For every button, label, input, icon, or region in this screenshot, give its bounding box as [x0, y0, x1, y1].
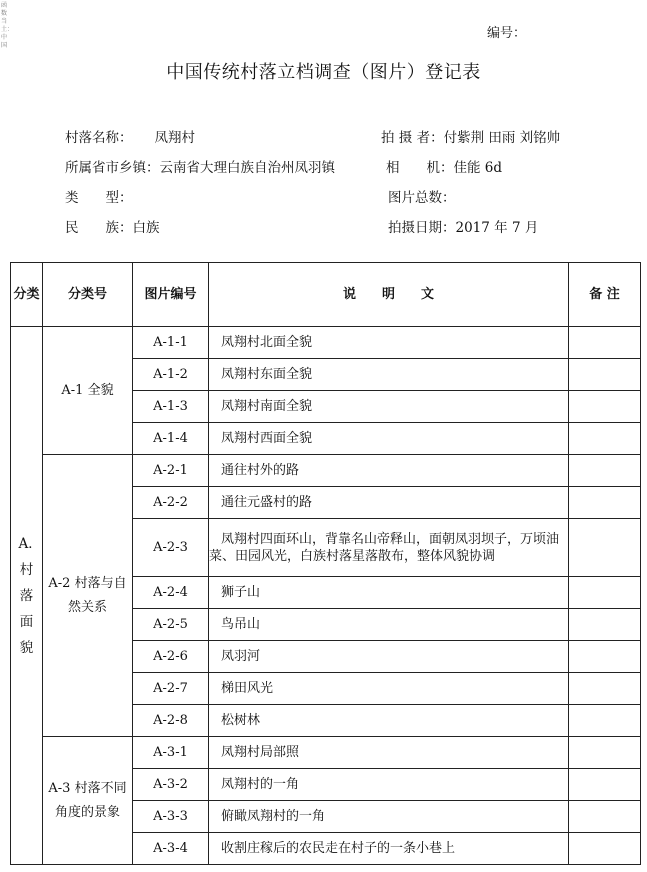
photo-description: 松树林 — [221, 713, 261, 728]
group-a3-cell — [43, 737, 133, 865]
table-header-row — [11, 263, 641, 327]
group-a1-cell — [43, 327, 133, 455]
photographer-value: 付紫荆 田雨 刘铭帅 — [443, 130, 561, 146]
photo-description: 凤翔村南面全貌 — [221, 399, 313, 414]
header-description: 说 明 文 — [209, 263, 569, 327]
photo-id: A-3-1 — [133, 737, 209, 769]
table-row — [11, 327, 641, 359]
remark-cell — [569, 455, 641, 487]
camera-value: 佳能 6d — [453, 160, 503, 176]
photo-id: A-3-4 — [133, 833, 209, 865]
total-photos-label: 图片总数： — [388, 190, 456, 206]
remark-cell — [569, 327, 641, 359]
header-remark: 备 注 — [569, 263, 641, 327]
photo-id: A-2-6 — [133, 641, 209, 673]
photo-id: A-2-4 — [133, 577, 209, 609]
remark-cell — [569, 673, 641, 705]
photo-id: A-2-5 — [133, 609, 209, 641]
remark-cell — [569, 769, 641, 801]
region-value: 云南省大理白族自治州凤羽镇 — [159, 160, 335, 176]
photo-description: 通往元盛村的路 — [221, 495, 313, 510]
header-photo-number: 图片编号 — [133, 263, 209, 327]
photo-id: A-2-1 — [133, 455, 209, 487]
photo-description: 凤翔村西面全貌 — [221, 431, 313, 446]
date-value: 2017 年 7 月 — [455, 220, 539, 236]
photo-description: 凤羽河 — [221, 649, 261, 664]
photo-description: 通往村外的路 — [221, 463, 300, 478]
margin-note: 函数 当土：中国 — [1, 2, 14, 49]
region-field — [65, 156, 335, 176]
remark-cell — [569, 641, 641, 673]
camera-field — [386, 156, 502, 176]
document-title: 中国传统村落立档调查（图片）登记表 — [166, 62, 481, 83]
ethnic-label: 民 族： — [65, 220, 133, 236]
photo-description: 俯瞰凤翔村的一角 — [221, 809, 326, 824]
photo-description: 凤翔村局部照 — [221, 745, 300, 760]
photo-register-table — [10, 262, 641, 865]
type-field — [65, 186, 133, 206]
village-name-field — [65, 126, 195, 146]
photo-id: A-1-2 — [133, 359, 209, 391]
photographer-label: 拍 摄 者： — [381, 130, 444, 146]
photo-id: A-2-3 — [133, 519, 209, 577]
remark-cell — [569, 705, 641, 737]
date-label: 拍摄日期： — [388, 220, 456, 236]
camera-label: 相 机： — [386, 160, 454, 176]
group-name: A-3 村落不同角度的景象 — [48, 780, 127, 820]
photographer-field — [381, 126, 560, 146]
remark-cell — [569, 487, 641, 519]
remark-cell — [569, 609, 641, 641]
photo-description: 凤翔村北面全貌 — [221, 335, 313, 350]
group-a2-cell — [43, 455, 133, 737]
photo-id: A-1-3 — [133, 391, 209, 423]
remark-cell — [569, 423, 641, 455]
category-main: A．村落面貌 — [18, 535, 42, 656]
type-label: 类 型： — [65, 190, 133, 206]
photo-description: 梯田风光 — [221, 681, 274, 696]
village-name-value: 凤翔村 — [154, 130, 195, 146]
photo-id: A-1-1 — [133, 327, 209, 359]
ethnic-field — [65, 216, 160, 236]
header-sub-number: 分类号 — [43, 263, 133, 327]
ethnic-value: 白族 — [132, 220, 160, 236]
total-photos-field — [388, 186, 456, 206]
header-category: 分类 — [11, 263, 43, 327]
village-name-label: 村落名称： — [65, 130, 133, 146]
group-name: A-2 村落与自然关系 — [48, 575, 127, 615]
photo-id: A-2-2 — [133, 487, 209, 519]
remark-cell — [569, 359, 641, 391]
photo-id: A-2-7 — [133, 673, 209, 705]
photo-description: 鸟吊山 — [221, 617, 261, 632]
photo-description: 凤翔村四面环山，背靠名山帝释山，面朝凤羽坝子，万顷油菜、田园风光，白族村落星落散布，整体风貌协调 — [209, 519, 569, 577]
photo-id: A-3-2 — [133, 769, 209, 801]
region-label: 所属省市乡镇： — [65, 160, 160, 176]
group-name: A-1 全貌 — [61, 382, 114, 398]
document-number-label: 编号： — [487, 26, 527, 41]
remark-cell — [569, 801, 641, 833]
remark-cell — [569, 737, 641, 769]
photo-description: 狮子山 — [221, 585, 261, 600]
photo-id: A-2-8 — [133, 705, 209, 737]
remark-cell — [569, 833, 641, 865]
category-cell — [11, 327, 43, 865]
date-field — [388, 216, 538, 236]
remark-cell — [569, 391, 641, 423]
remark-cell — [569, 519, 641, 577]
table-row — [11, 737, 641, 769]
photo-id: A-3-3 — [133, 801, 209, 833]
remark-cell — [569, 577, 641, 609]
photo-description: 凤翔村的一角 — [221, 777, 300, 792]
table-row — [11, 455, 641, 487]
photo-description: 凤翔村东面全貌 — [221, 367, 313, 382]
photo-id: A-1-4 — [133, 423, 209, 455]
photo-description: 收割庄稼后的农民走在村子的一条小巷上 — [221, 841, 456, 856]
